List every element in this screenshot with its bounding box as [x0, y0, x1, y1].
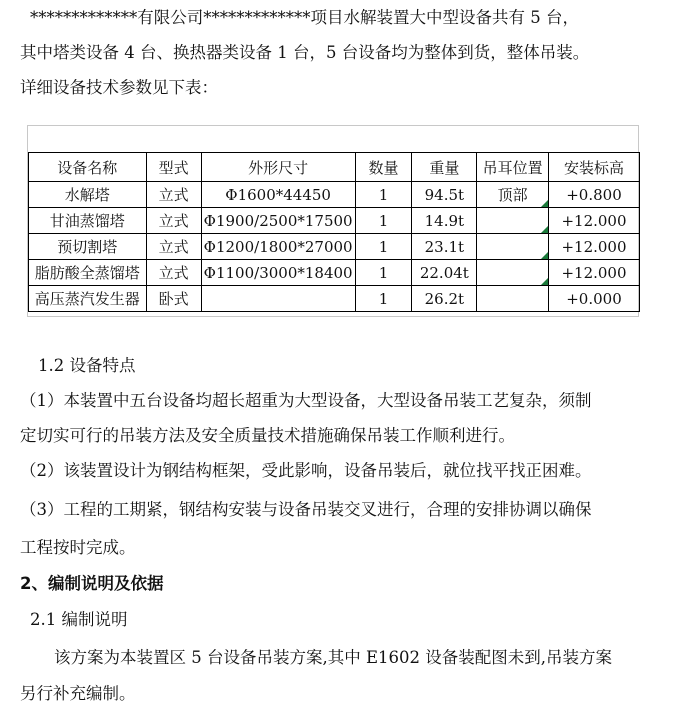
- cell-type: 立式: [146, 234, 201, 260]
- cell-lug-position: [477, 208, 549, 234]
- section-2-1-heading: 2.1 编制说明: [30, 610, 128, 629]
- cell-install-elevation: +12.000: [548, 234, 639, 260]
- cell-dimensions: Φ1600*44450: [201, 182, 355, 208]
- section-2-heading: 2、编制说明及依据: [20, 574, 164, 593]
- cell-type: 立式: [146, 182, 201, 208]
- cell-install-elevation: +12.000: [548, 208, 639, 234]
- table-row: [29, 260, 640, 286]
- cell-weight: 22.04t: [412, 260, 477, 286]
- section-1-2-heading: 1.2 设备特点: [38, 356, 136, 375]
- cell-quantity: 1: [355, 208, 412, 234]
- table-header-row: [29, 153, 640, 182]
- table-row: [29, 182, 640, 208]
- cell-weight: 26.2t: [412, 286, 477, 312]
- header-equipment-name: 设备名称: [29, 153, 147, 182]
- header-weight: 重量: [412, 153, 477, 182]
- cell-lug-position: [477, 260, 549, 286]
- section-2-1-p1-line-1: 该方案为本装置区 5 台设备吊装方案,其中 E1602 设备装配图未到,吊装方案: [54, 648, 613, 667]
- cell-dimensions: [201, 286, 355, 312]
- section-2-1-p1-line-2: 另行补充编制。: [20, 684, 136, 703]
- section-1-2-p3-line-2: 工程按时完成。: [20, 538, 136, 557]
- section-1-2-p1-line-2: 定切实可行的吊装方法及安全质量技术措施确保吊装工作顺利进行。: [20, 426, 515, 445]
- cell-quantity: 1: [355, 234, 412, 260]
- cell-weight: 94.5t: [412, 182, 477, 208]
- cell-install-elevation: +12.000: [548, 260, 639, 286]
- table-row: [29, 208, 640, 234]
- intro-line-2: 其中塔类设备 4 台、换热器类设备 1 台，5 台设备均为整体到货，整体吊装。: [20, 43, 590, 62]
- cell-type: 立式: [146, 208, 201, 234]
- cell-equipment-name: 甘油蒸馏塔: [29, 208, 147, 234]
- header-lug-position: 吊耳位置: [477, 153, 549, 182]
- section-1-2-p1-line-1: （1）本装置中五台设备均超长超重为大型设备，大型设备吊装工艺复杂，须制: [20, 391, 592, 410]
- cell-type: 立式: [146, 260, 201, 286]
- cell-quantity: 1: [355, 182, 412, 208]
- equipment-table-frame: [27, 125, 639, 317]
- section-1-2-p3-line-1: （3）工程的工期紧，钢结构安装与设备吊装交叉进行，合理的安排协调以确保: [20, 500, 592, 519]
- equipment-spec-table: [28, 152, 640, 312]
- cell-install-elevation: +0.800: [548, 182, 639, 208]
- intro-line-3: 详细设备技术参数见下表：: [20, 78, 218, 97]
- cell-equipment-name: 水解塔: [29, 182, 147, 208]
- cell-lug-position: [477, 286, 549, 312]
- cell-type: 卧式: [146, 286, 201, 312]
- cell-equipment-name: 预切割塔: [29, 234, 147, 260]
- cell-lug-position: 顶部: [477, 182, 549, 208]
- cell-dimensions: Φ1200/1800*27000: [201, 234, 355, 260]
- cell-quantity: 1: [355, 286, 412, 312]
- header-dimensions: 外形尺寸: [201, 153, 355, 182]
- table-row: [29, 234, 640, 260]
- cell-install-elevation: +0.000: [548, 286, 639, 312]
- cell-equipment-name: 脂肪酸全蒸馏塔: [29, 260, 147, 286]
- cell-weight: 23.1t: [412, 234, 477, 260]
- cell-dimensions: Φ1900/2500*17500: [201, 208, 355, 234]
- cell-quantity: 1: [355, 260, 412, 286]
- header-install-elevation: 安装标高: [548, 153, 639, 182]
- cell-lug-position: [477, 234, 549, 260]
- section-1-2-p2-line-1: （2）该装置设计为钢结构框架，受此影响，设备吊装后，就位找平找正困难。: [20, 461, 592, 480]
- cell-equipment-name: 高压蒸汽发生器: [29, 286, 147, 312]
- header-type: 型式: [146, 153, 201, 182]
- cell-weight: 14.9t: [412, 208, 477, 234]
- header-quantity: 数量: [355, 153, 412, 182]
- cell-dimensions: Φ1100/3000*18400: [201, 260, 355, 286]
- table-row: [29, 286, 640, 312]
- intro-line-1: *************有限公司*************项目水解装置大中型设备共有 5 台，: [30, 8, 579, 27]
